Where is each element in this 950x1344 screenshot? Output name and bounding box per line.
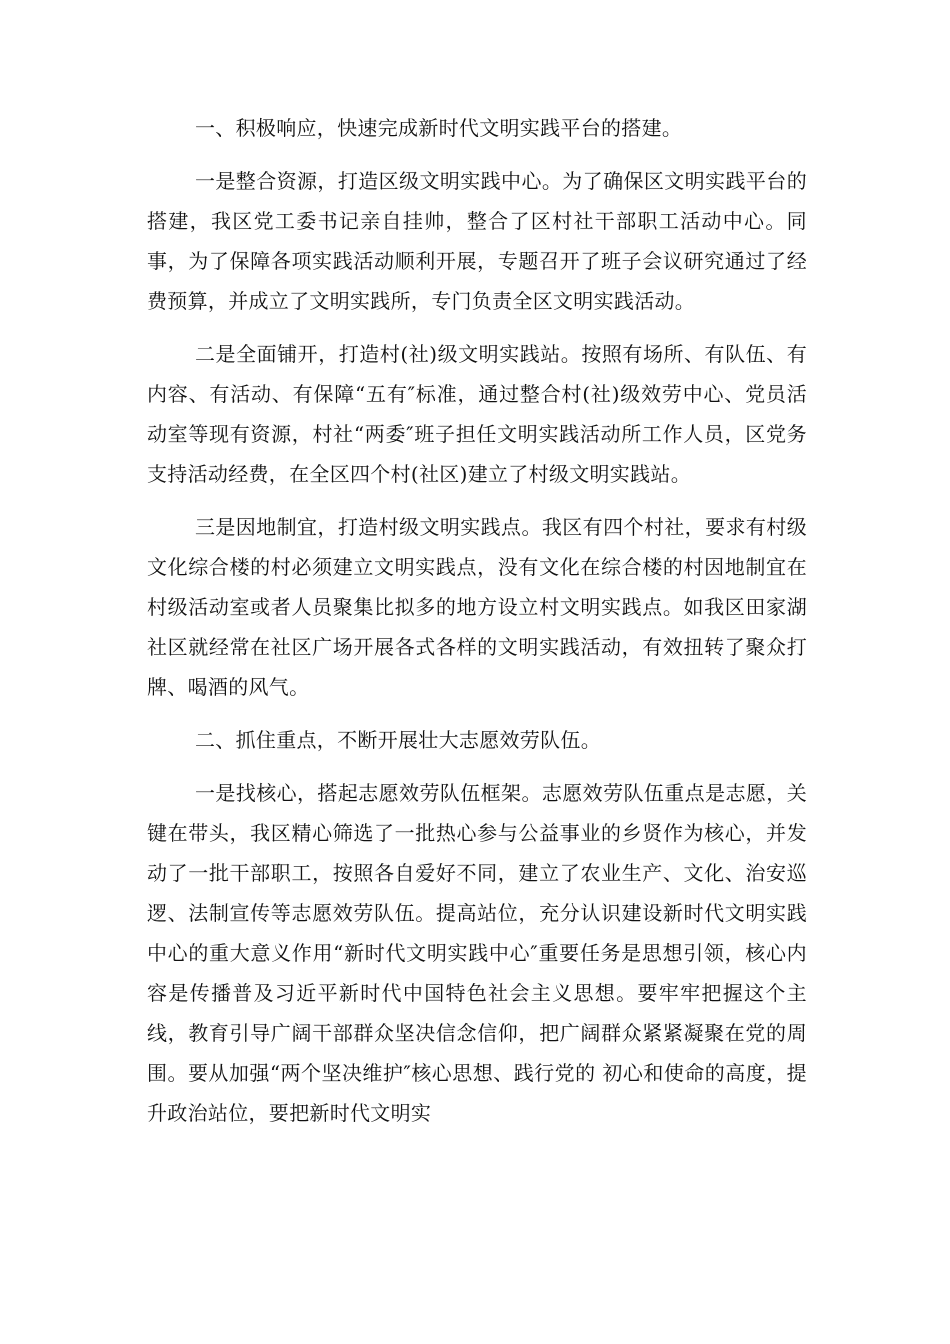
paragraph-district-center: 一是整合资源，打造区级文明实践中心。为了确保区文明实践平台的搭建，我区党工委书记亲自挂帅，整合了区村社干部职工活动中心。同事，为了保障各项实践活动顺利开展，专题召开了班子会议研究通过了经费预算，并成立了文明实践所，专门负责全区文明实践活动。 (147, 169, 807, 313)
paragraph-village-point: 三是因地制宜，打造村级文明实践点。我区有四个村社，要求有村级文化综合楼的村必须建立文明实践点，没有文化在综合楼的村因地制宜在村级活动室或者人员聚集比拟多的地方设立村文明实践点。如我区田家湖社区就经常在社区广场开展各式各样的文明实践活动，有效扭转了聚众打牌、喝酒的风气。 (147, 515, 807, 699)
document-body (147, 108, 807, 1133)
paragraph-volunteer-core: 一是找核心，搭起志愿效劳队伍框架。志愿效劳队伍重点是志愿，关键在带头，我区精心筛选了一批热心参与公益事业的乡贤作为核心，并发动了一批干部职工，按照各自爱好不同，建立了农业生产、文化、治安巡逻、法制宣传等志愿效劳队伍。提高站位，充分认识建设新时代文明实践中心的重大意义作用“新时代文明实践中心″重要任务是思想引领，核心内容是传播普及习近平新时代中国特色社会主义思想。要牢牢把握这个主线，教育引导广阔干部群众坚决信念信仰，把广阔群众紧紧凝聚在党的周围。要从加强“两个坚决维护″核心思想、践行党的 初心和使命的高度，提升政治站位，要把新时代文明实 (147, 781, 807, 1125)
paragraph-village-station: 二是全面铺开，打造村(社)级文明实践站。按照有场所、有队伍、有内容、有活动、有保障“五有″标准，通过整合村(社)级效劳中心、党员活动室等现有资源，村社“两委″班子担任文明实践活动所工作人员，区党务支持活动经费，在全区四个村(社区)建立了村级文明实践站。 (147, 342, 807, 486)
heading-section-two: 二、抓住重点，不断开展壮大志愿效劳队伍。 (195, 728, 601, 752)
heading-section-one: 一、积极响应，快速完成新时代文明实践平台的搭建。 (195, 116, 683, 140)
